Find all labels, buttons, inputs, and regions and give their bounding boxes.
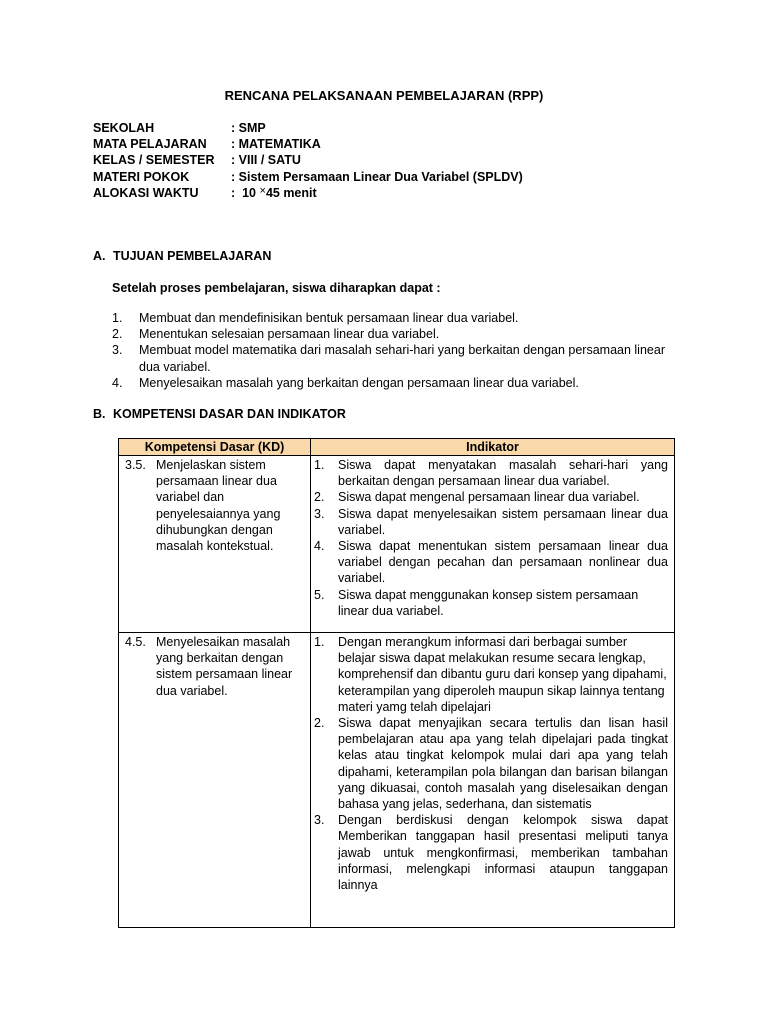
indicator-cell (311, 456, 675, 633)
kd-text: Menjelaskan sistem persamaan linear dua variabel dan penyelesaiannya yang dihubungkan dengan masalah kontekstual. (156, 458, 281, 554)
list-item (314, 715, 668, 812)
kd-number: 4.5. (125, 635, 146, 649)
table-header-row (119, 439, 675, 456)
info-value: : MATEMATIKA (231, 137, 321, 152)
info-value (231, 185, 317, 201)
info-row-sekolah (93, 120, 523, 136)
info-value: : VIII / SATU (231, 153, 301, 168)
list-item (314, 812, 668, 893)
list-text: Menentukan selesaian persamaan linear dua variabel. (139, 327, 440, 342)
list-item (314, 506, 668, 538)
list-text: Dengan berdiskusi dengan kelompok siswa dapat Memberikan tanggapan hasil presentasi meliputi tanya jawab untuk mengkonfirmasi, memberikan tambahan informasi, melengkapi informasi ataupun tanggapan lainnya (338, 813, 668, 893)
list-item (314, 489, 668, 505)
list-number: 1. (314, 458, 325, 472)
info-value: : SMP (231, 121, 266, 135)
header-indikator: Indikator (311, 439, 675, 456)
list-text: Membuat dan mendefinisikan bentuk persamaan linear dua variabel. (139, 311, 519, 325)
section-letter: A. (93, 249, 106, 263)
list-number: 2. (112, 327, 123, 342)
list-number: 4. (112, 375, 123, 390)
info-row-materi-pokok (93, 169, 523, 185)
objectives-list (112, 310, 672, 391)
info-key: MATERI POKOK (93, 169, 190, 184)
list-item (112, 326, 672, 342)
document-info (93, 120, 523, 201)
list-number: 3. (314, 506, 325, 521)
kd-number: 3.5. (125, 458, 146, 472)
list-number: 3. (112, 343, 123, 358)
info-key: SEKOLAH (93, 121, 155, 135)
list-number: 1. (112, 311, 123, 325)
list-item (112, 310, 672, 326)
list-number: 5. (314, 587, 325, 602)
kd-cell (119, 633, 311, 928)
list-number: 2. (314, 716, 325, 731)
page-title: RENCANA PELAKSANAAN PEMBELAJARAN (RPP) (224, 88, 544, 103)
info-row-alokasi-waktu (93, 185, 523, 201)
section-a-heading (93, 248, 271, 264)
list-number: 2. (314, 490, 325, 505)
kd-cell (119, 456, 311, 633)
info-key: MATA PELAJARAN (93, 137, 207, 152)
list-text: Membuat model matematika dari masalah sehari-hari yang berkaitan dengan persamaan linear dua variabel. (139, 343, 665, 374)
info-row-mata-pelajaran (93, 136, 523, 152)
list-text: Siswa dapat mengenal persamaan linear dua variabel. (338, 490, 640, 505)
list-number: 3. (314, 813, 325, 828)
list-item (314, 538, 668, 587)
section-letter: B. (93, 407, 106, 421)
info-key: KELAS / SEMESTER (93, 153, 215, 168)
list-text: Siswa dapat menyajikan secara tertulis dan lisan hasil pembelajaran atau apa yang telah dipelajari pada tingkat kelas atau tingkat kelompok mulai dari apa yang telah dipahami, keterampilan pola bilangan dan barisan bilangan yang dikuasai, contoh masalah yang diselesaikan dengan bahasa yang jelas, sederhana, dan sistematis (338, 716, 668, 812)
section-title: TUJUAN PEMBELAJARAN (113, 249, 272, 263)
info-value-suffix: 45 menit (265, 185, 317, 200)
indicator-list (311, 456, 674, 619)
list-item (314, 587, 668, 619)
list-text: Dengan merangkum informasi dari berbagai sumber belajar siswa dapat melakukan resume secara lengkap, komprehensif dan dibantu guru dari konsep yang dipahami, keterampilan yang diperoleh maupun sikap lainnya tentang materi yamg telah dipelajari (338, 635, 667, 714)
kd-indikator-table (118, 438, 675, 928)
objectives-intro: Setelah proses pembelajaran, siswa diharapkan dapat : (112, 281, 441, 295)
list-item (314, 634, 668, 715)
info-value: : Sistem Persamaan Linear Dua Variabel (SPLDV) (231, 169, 523, 184)
list-text: Siswa dapat menggunakan konsep sistem persamaan linear dua variabel. (338, 587, 639, 618)
indicator-cell (311, 633, 675, 928)
list-item (314, 457, 668, 489)
list-text: Siswa dapat menentukan sistem persamaan linear dua variabel dengan pecahan dan persamaan nonlinear dua variabel. (338, 539, 668, 586)
times-symbol: × (259, 184, 266, 197)
list-text: Siswa dapat menyatakan masalah sehari-hari yang berkaitan dengan persamaan linear dua variabel. (338, 458, 668, 489)
info-key: ALOKASI WAKTU (93, 185, 199, 200)
list-number: 1. (314, 635, 325, 649)
indicator-list (311, 633, 674, 893)
list-text: Siswa dapat menyelesaikan sistem persamaan linear dua variabel. (338, 506, 668, 537)
section-title: KOMPETENSI DASAR DAN INDIKATOR (113, 407, 346, 421)
list-item (112, 342, 672, 374)
list-item (112, 375, 672, 391)
kd-text: Menyelesaikan masalah yang berkaitan dengan sistem persamaan linear dua variabel. (156, 635, 293, 698)
list-text: Menyelesaikan masalah yang berkaitan dengan persamaan linear dua variabel. (139, 375, 579, 390)
list-number: 4. (314, 539, 325, 554)
table-row (119, 456, 675, 633)
section-b-heading (93, 406, 346, 422)
info-value-prefix: : 10 (231, 185, 260, 200)
table-row (119, 633, 675, 928)
info-row-kelas-semester (93, 152, 523, 168)
header-kd: Kompetensi Dasar (KD) (119, 439, 311, 456)
